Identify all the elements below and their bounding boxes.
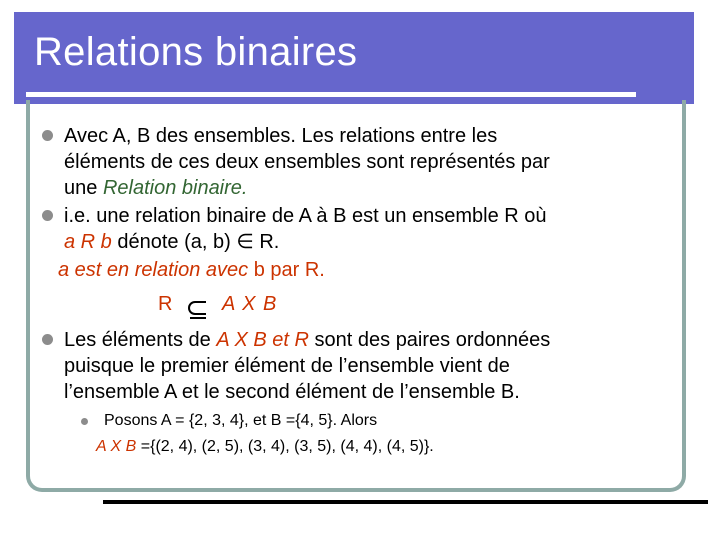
example-axb: A X B <box>96 438 137 455</box>
relation-b: b <box>253 259 265 281</box>
bullet-icon <box>42 130 53 141</box>
subset-left-r: R <box>158 293 173 315</box>
bullet-icon <box>42 210 53 221</box>
subset-icon <box>186 298 208 320</box>
relation-phrase: a est en relation avec <box>58 259 254 281</box>
relation-binaire-term: Relation binaire. <box>102 177 248 199</box>
arb-notation: a R b <box>64 231 112 253</box>
bullet-1-line-2: éléments de ces deux ensembles sont représentés par <box>64 151 550 173</box>
bullet-2-line-3 <box>58 258 325 282</box>
bullet-1-text: une <box>64 177 103 199</box>
bullet-1-line-3 <box>64 176 247 200</box>
subset-right-axb: A X B <box>222 293 278 315</box>
bullet-1-line-1: Avec A, B des ensembles. Les relations entre les <box>64 125 498 147</box>
title-underline <box>26 92 636 97</box>
bullet-3-line-2: puisque le premier élément de l’ensemble vient de <box>64 355 510 377</box>
relation-par-r: par R. <box>264 259 325 281</box>
bullet-2-text: dénote (a, b) ∈ R. <box>111 231 280 253</box>
example-line-2 <box>96 436 434 458</box>
bullet-2-line-1: i.e. une relation binaire de A à B est un ensemble R où <box>64 205 547 227</box>
example-line-1: Posons A = {2, 3, 4}, et B ={4, 5}. Alors <box>104 412 378 429</box>
bullet-3-line-1 <box>64 328 550 352</box>
bullet-3-line-3: l’ensemble A et le second élément de l’ensemble B. <box>64 381 520 403</box>
slide-title: Relations binaires <box>34 30 358 74</box>
bullet-3-text-end: sont des paires ordonnées <box>308 329 551 351</box>
bullet-2-line-2 <box>64 230 279 254</box>
bullet-3-text: Les éléments de <box>64 329 217 351</box>
sub-bullet-icon <box>81 418 88 425</box>
axb-et-r: A X B et R <box>216 329 309 351</box>
bullet-icon <box>42 334 53 345</box>
example-set: ={(2, 4), (2, 5), (3, 4), (3, 5), (4, 4), (4, 5)}. <box>136 438 434 455</box>
bottom-rule <box>103 500 708 504</box>
